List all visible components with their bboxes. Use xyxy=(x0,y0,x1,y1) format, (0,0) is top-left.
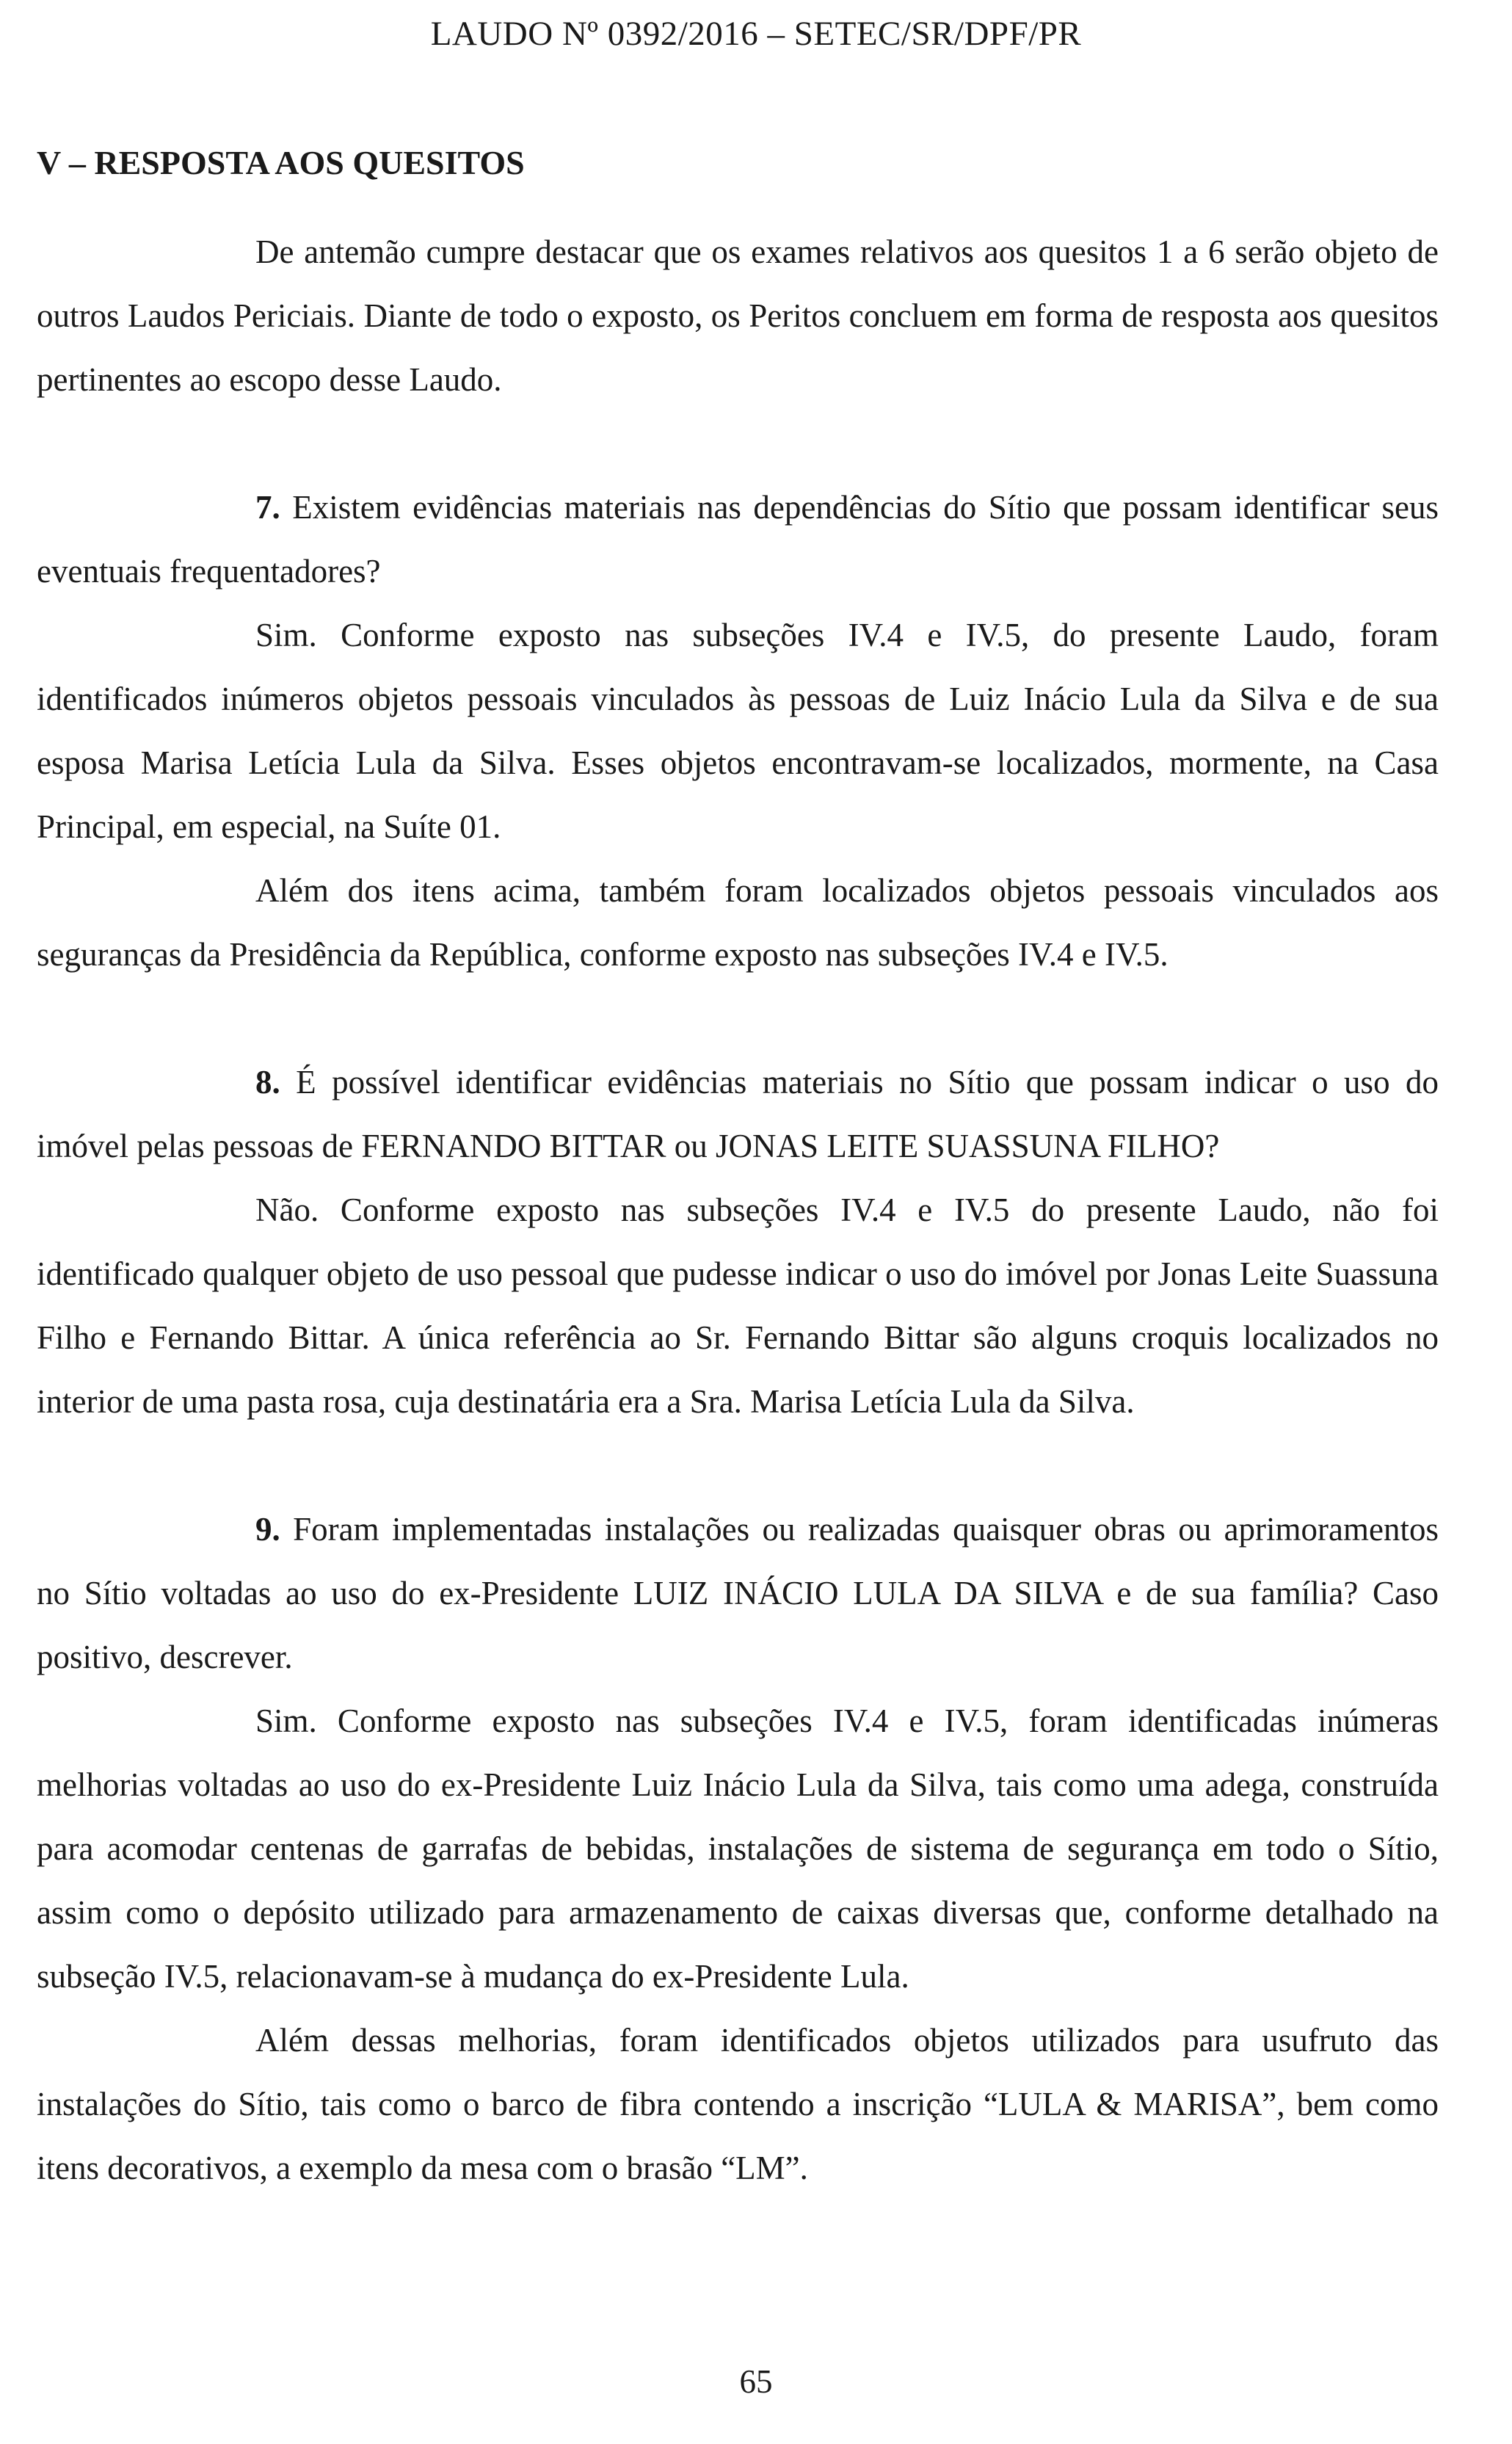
quesito-9-answer-2: Além dessas melhorias, foram identificados objetos utilizados para usufruto das instalações do Sítio, tais como o barco de fibra contendo a inscrição “LULA & MARISA”, bem como itens decorativos, a exemplo da mesa com o brasão “LM”. xyxy=(37,2022,1439,2186)
page-number: 65 xyxy=(739,2363,773,2400)
quesito-9-text: Foram implementadas instalações ou realizadas quaisquer obras ou aprimoramentos no Sítio voltadas ao uso do ex-Presidente LUIZ INÁCIO LULA DA SILVA e de sua família? Caso positivo, descrever. xyxy=(37,1511,1439,1675)
quesito-7-number: 7. xyxy=(255,489,280,526)
quesito-8-number: 8. xyxy=(255,1064,280,1100)
quesito-9-question xyxy=(37,1498,1439,1689)
quesito-8-answer-1: Não. Conforme exposto nas subseções IV.4 e IV.5 do presente Laudo, não foi identificado qualquer objeto de uso pessoal que pudesse indicar o uso do imóvel por Jonas Leite Suassuna Filho e Fernando Bittar. A única referência ao Sr. Fernando Bittar são alguns croquis localizados no interior de uma pasta rosa, cuja destinatária era a Sra. Marisa Letícia Lula da Silva. xyxy=(37,1192,1439,1420)
intro-paragraph: De antemão cumpre destacar que os exames relativos aos quesitos 1 a 6 serão objeto de outros Laudos Periciais. Diante de todo o exposto, os Peritos concluem em forma de resposta aos quesitos pertinentes ao escopo desse Laudo. xyxy=(37,233,1439,398)
quesito-7-answer-2: Além dos itens acima, também foram localizados objetos pessoais vinculados aos seguranças da Presidência da República, conforme exposto nas subseções IV.4 e IV.5. xyxy=(37,872,1439,973)
section-title: V – RESPOSTA AOS QUESITOS xyxy=(37,144,525,181)
quesito-8-question xyxy=(37,1051,1439,1178)
page-header: LAUDO Nº 0392/2016 – SETEC/SR/DPF/PR xyxy=(430,15,1082,53)
quesito-9-number: 9. xyxy=(255,1511,280,1548)
quesito-7-answer-1: Sim. Conforme exposto nas subseções IV.4 e IV.5, do presente Laudo, foram identificados inúmeros objetos pessoais vinculados às pessoas de Luiz Inácio Lula da Silva e de sua esposa Marisa Letícia Lula da Silva. Esses objetos encontravam-se localizados, mormente, na Casa Principal, em especial, na Suíte 01. xyxy=(37,617,1439,845)
page-content xyxy=(37,139,1439,2200)
quesito-7-question xyxy=(37,476,1439,603)
quesito-9-answer-1: Sim. Conforme exposto nas subseções IV.4 e IV.5, foram identificadas inúmeras melhorias voltadas ao uso do ex-Presidente Luiz Inácio Lula da Silva, tais como uma adega, construída para acomodar centenas de garrafas de bebidas, instalações de sistema de segurança em todo o Sítio, assim como o depósito utilizado para armazenamento de caixas diversas que, conforme detalhado na subseção IV.5, relacionavam-se à mudança do ex-Presidente Lula. xyxy=(37,1703,1439,1995)
quesito-7-text: Existem evidências materiais nas dependências do Sítio que possam identificar seus eventuais frequentadores? xyxy=(37,489,1439,590)
quesito-8-text: É possível identificar evidências materiais no Sítio que possam indicar o uso do imóvel pelas pessoas de FERNANDO BITTAR ou JONAS LEITE SUASSUNA FILHO? xyxy=(37,1064,1439,1164)
